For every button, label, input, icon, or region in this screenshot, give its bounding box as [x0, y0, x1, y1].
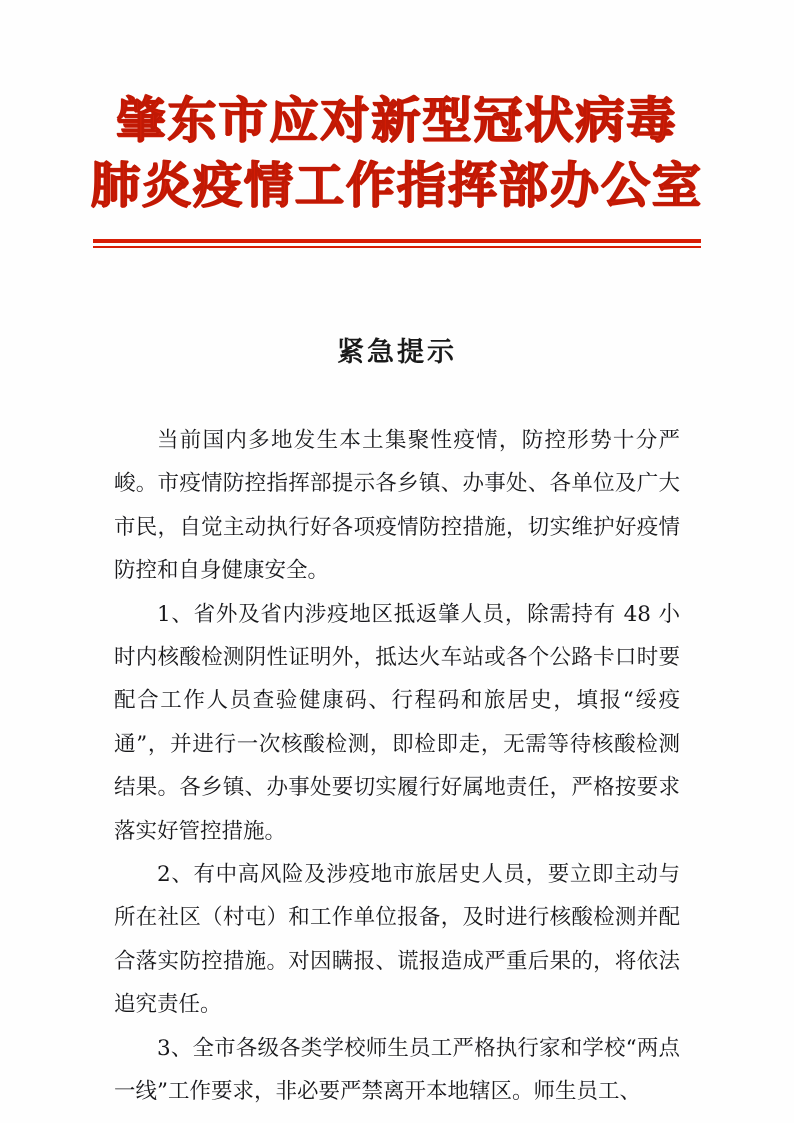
paragraph-intro: 当前国内多地发生本土集聚性疫情，防控形势十分严峻。市疫情防控指挥部提示各乡镇、办事处、各单位及广大市民，自觉主动执行好各项疫情防控措施，切实维护好疫情防控和自身健康安全。: [114, 427, 680, 584]
letterhead-line-1: 肇东市应对新型冠状病毒: [116, 91, 678, 149]
divider-thin-rule: [93, 246, 701, 248]
letterhead: [0, 0, 794, 217]
paragraph-item-3: 3、全市各级各类学校师生员工严格执行家和学校“两点一线”工作要求，非必要严禁离开本地辖区。师生员工、: [114, 1035, 680, 1105]
document-body: [114, 419, 680, 1114]
letterhead-line-2: 肺炎疫情工作指挥部办公室: [90, 155, 703, 214]
paragraph-item-1: 1、省外及省内涉疫地区抵返肇人员，除需持有 48 小时内核酸检测阴性证明外，抵达火车站或各个公路卡口时要配合工作人员查验健康码、行程码和旅居史，填报“绥疫通”，并进行一次核酸检测，即检即走，无需等待核酸检测结果。各乡镇、办事处要切实履行好属地责任，严格按要求落实好管控措施。: [114, 601, 680, 844]
letterhead-divider: [93, 239, 701, 248]
document-title: 紧急提示: [337, 336, 457, 368]
paragraph-item-2: 2、有中高风险及涉疫地市旅居史人员，要立即主动与所在社区（村屯）和工作单位报备，及时进行核酸检测并配合落实防控措施。对因瞒报、谎报造成严重后果的，将依法追究责任。: [114, 862, 680, 1018]
